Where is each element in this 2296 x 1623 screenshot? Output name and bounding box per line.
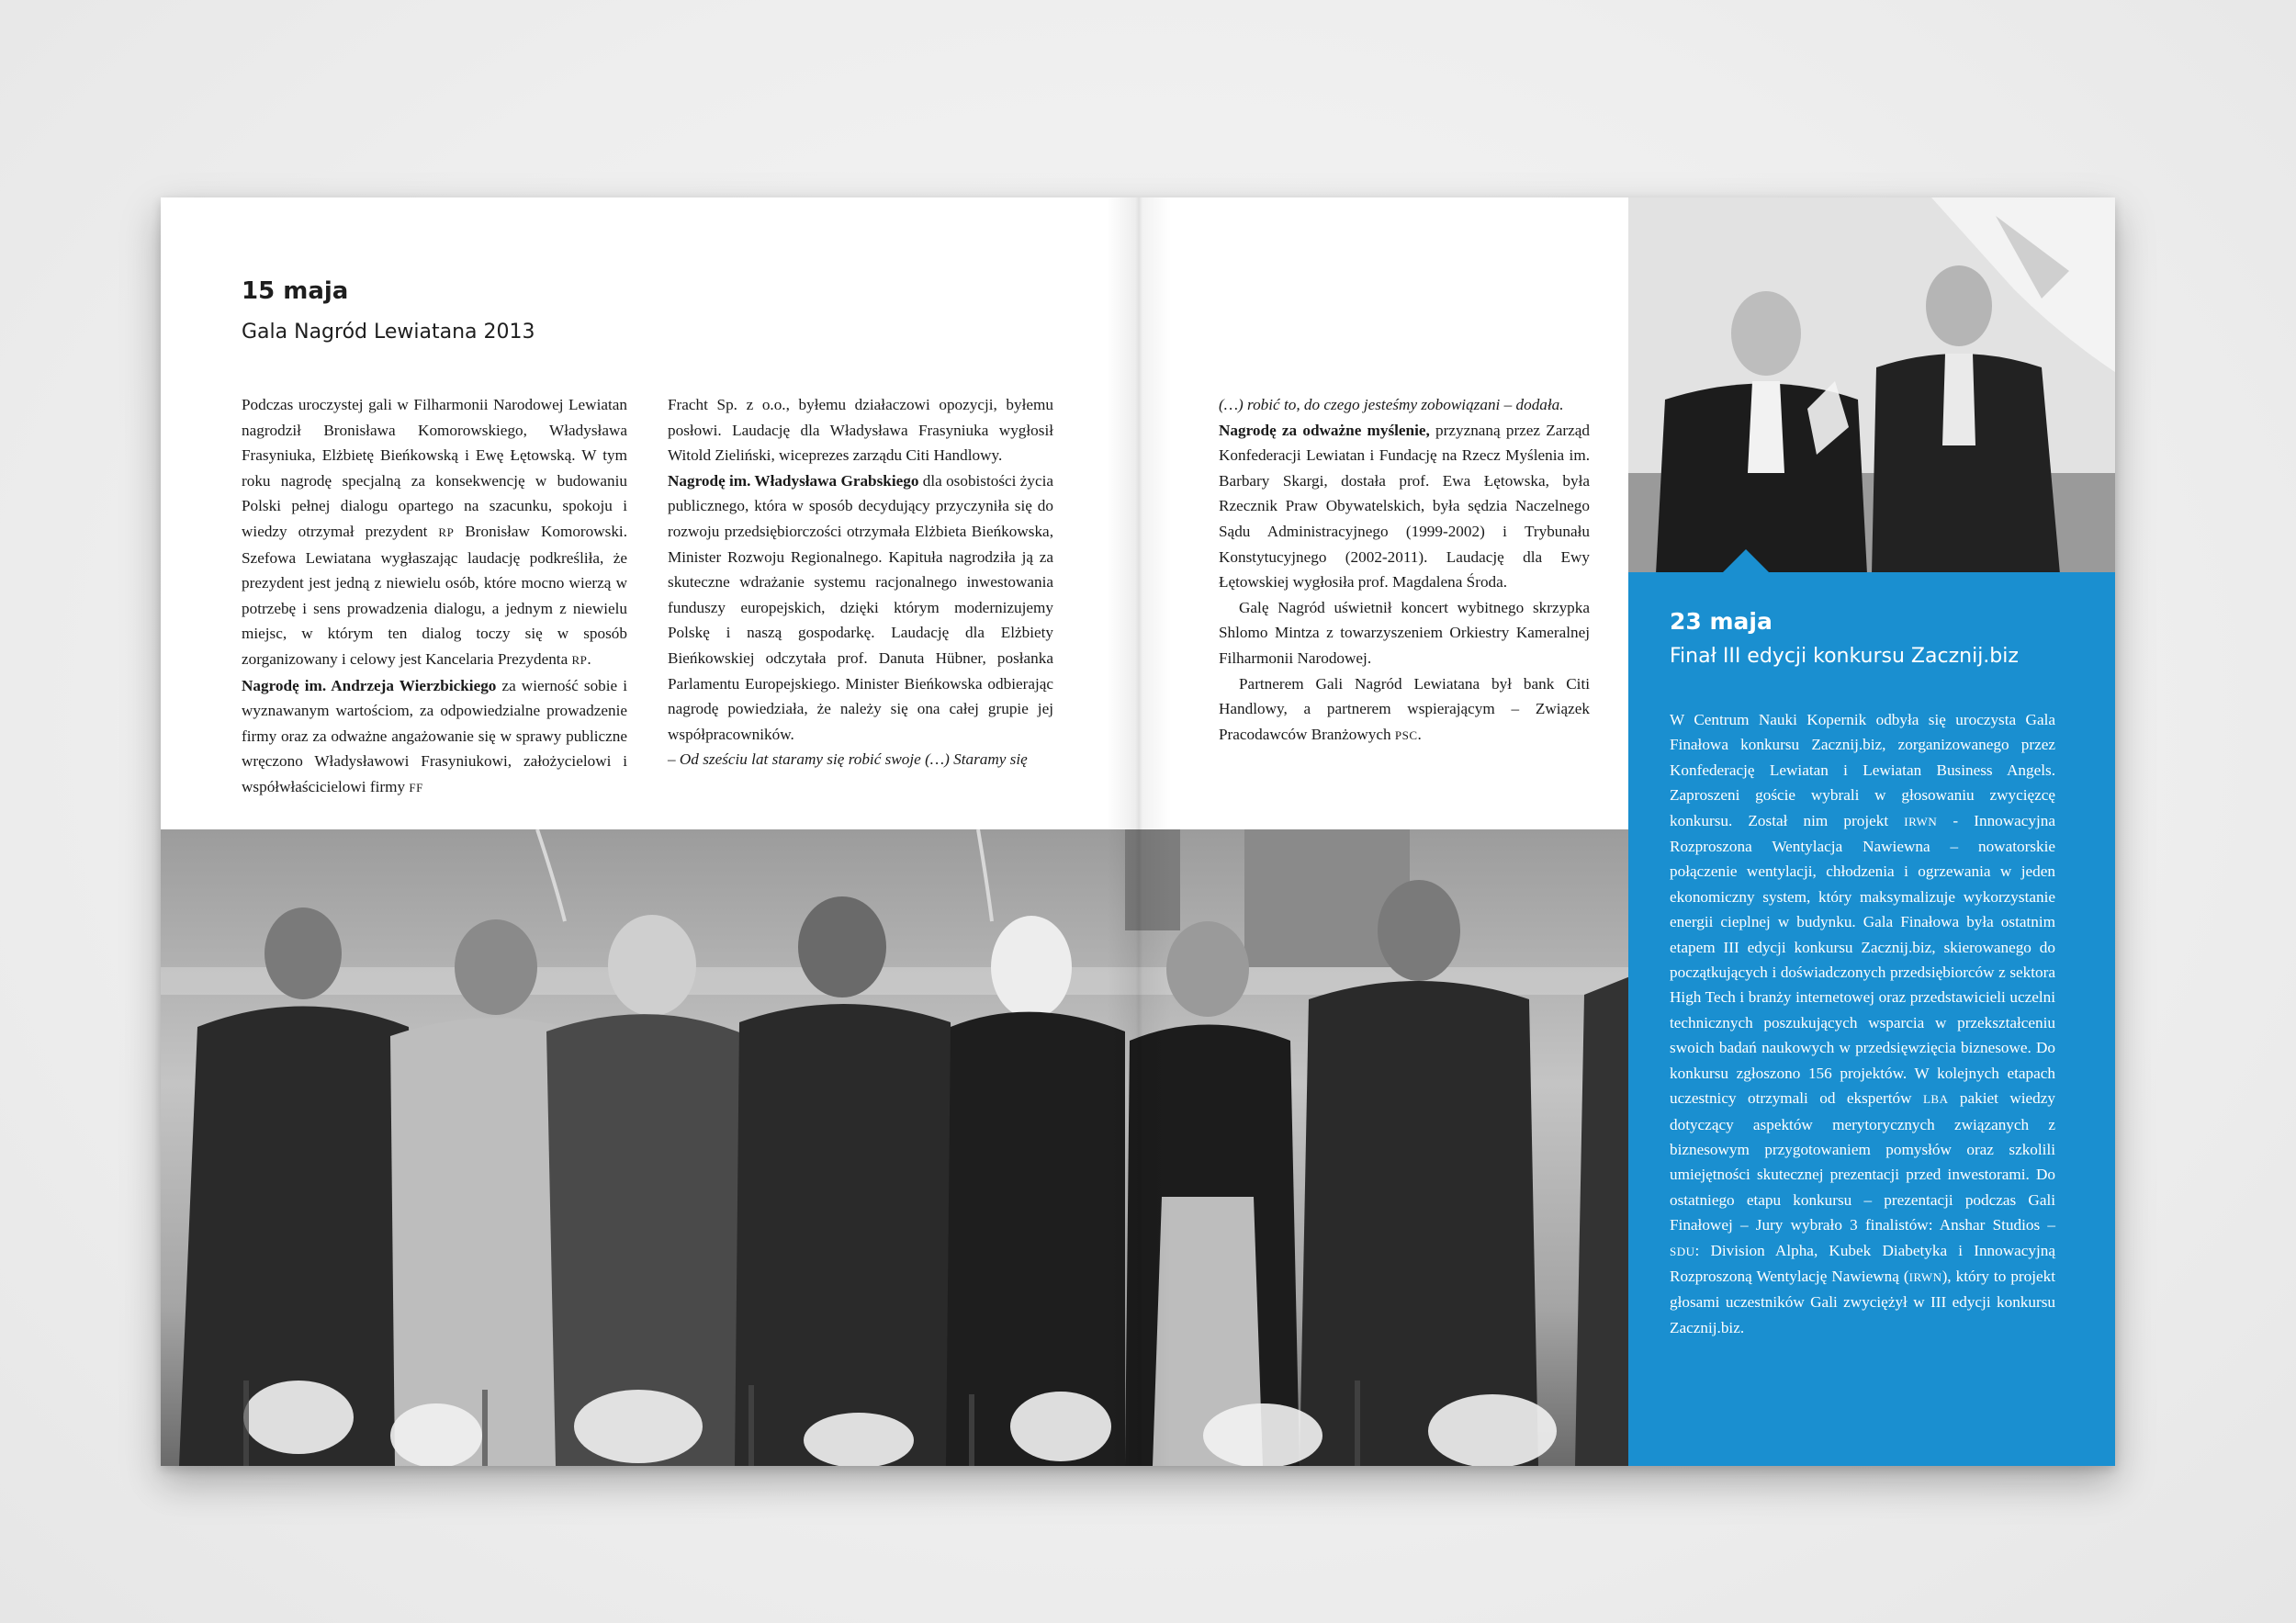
group-photo bbox=[161, 829, 1630, 1466]
paragraph: Nagrodę im. Andrzeja Wierzbickiego za wierność sobie i wyznawanym wartościom, za odpowiedzialne prowadzenie firmy oraz za odważne angażowanie się w sprawy publiczne wręczono Władysławowi Frasyniukowi, założycielowi i współwłaścicielowi firmy FF bbox=[242, 676, 628, 795]
blue-section-subtitle: Finał III edycji konkursu Zacznij.biz bbox=[1670, 645, 2019, 668]
section-subtitle: Gala Nagród Lewiatana 2013 bbox=[242, 321, 535, 344]
paragraph: Fracht Sp. z o.o., byłemu działaczowi opozycji, byłemu posłowi. Laudację dla Władysława Frasyniuka wygłosił Witold Zieliński, wiceprezes zarządu Citi Handlowy. bbox=[668, 396, 1053, 465]
text-column-1 bbox=[242, 392, 627, 801]
magazine-spread bbox=[161, 197, 2115, 1466]
paragraph: Partnerem Gali Nagród Lewiatana był bank Citi Handlowy, a partnerem wspierającym – Związek Pracodawców Branżowych PSC. bbox=[1219, 674, 1590, 743]
paragraph: Nagrodę im. Władysława Grabskiego dla osobistości życia publicznego, która w sposób decydujący przyczyniła się do rozwoju przedsiębiorczości otrzymała Elżbieta Bieńkowska, Minister Rozwoju Regionalnego. Kapituła nagrodziła ją za skuteczne wdrażanie systemu racjonalnego inwestowania funduszy europejskich, dzięki którym modernizujemy Polskę i naszą gospodarkę. Laudację dla Elżbiety Bieńkowskiej odczytała prof. Danuta Hübner, posłanka Parlamentu Europejskiego. Minister Bieńkowska odbierając nagrodę powiedziała, że należy się ona całej grupie jej współpracowników. bbox=[668, 471, 1054, 743]
paragraph: Nagrodę za odważne myślenie, przyznaną przez Zarząd Konfederacji Lewiatan i Fundację na Rzecz Myślenia im. Barbary Skargi, dostała prof. Ewa Łętowska, była Rzecznik Praw Obywatelskich, była sędzia Naczelnego Sądu Administracyjnego (1999-2002) i Trybunału Konstytucyjnego (2002-2011). Laudację dla Ewy Łętowskiej wygłosiła prof. Magdalena Środa. bbox=[1219, 421, 1590, 592]
paragraph: Galę Nagród uświetnił koncert wybitnego skrzypka Shlomo Mintza z towarzyszeniem Orkiestry Kameralnej Filharmonii Narodowej. bbox=[1219, 598, 1590, 667]
paragraph: Podczas uroczystej gali w Filharmonii Narodowej Lewiatan nagrodził Bronisława Komorowskiego, Władysława Frasyniuka, Elżbietę Bieńkowską i Ewę Łętowską. W tym roku nagrodę specjalną za konsekwencję w budowaniu Polski pełnej dialogu opartego na szacunku, spokoju i wiedzy otrzymał prezydent RP Bronisław Komorowski. Szefowa Lewiatana wygłaszając laudację podkreśliła, że prezydent jest jedną z niewielu osób, które mocno wierzą w potrzebę i sens prowadzenia dialogu, a jednym z niewielu miejsc, w którym ten dialog toczy się w sposób zorganizowany i celowy jest Kancelaria Prezydenta RP. bbox=[242, 396, 627, 668]
blue-panel-notch bbox=[1722, 549, 1770, 573]
paragraph: (…) robić to, do czego jesteśmy zobowiązani – dodała. bbox=[1219, 396, 1564, 413]
paragraph: – Od sześciu lat staramy się robić swoje (…) Staramy się bbox=[668, 750, 1028, 769]
group-photo-illustration bbox=[161, 829, 1630, 1466]
text-column-2 bbox=[668, 392, 1053, 772]
award-photo bbox=[1628, 197, 2115, 574]
blue-section-body: W Centrum Nauki Kopernik odbyła się uroczysta Gala Finałowa konkursu Zacznij.biz, zorganizowanego przez Konfederację Lewiatan i Lewiatan Business Angels. Zaproszeni goście wybrali w głosowaniu zwycięzcę konkursu. Został nim projekt IRWN - Innowacyjna Rozproszona Wentylacja Nawiewna – nowatorskie połączenie wentylacji, chłodzenia i ogrzewania w jeden ekonomiczny system, który maksymalizuje wykorzystanie energii cieplnej w budynku. Gala Finałowa była ostatnim etapem III edycji konkursu Zacznij.biz, skierowanego do początkujących i doświadczonych przedsiębiorców z sektora High Tech i branży internetowej oraz przedstawicieli uczelni technicznych poszukujących wsparcia w przekształceniu swoich badań naukowych w przedsięwzięcia biznesowe. Do konkursu zgłoszono 156 projektów. W kolejnych etapach uczestnicy otrzymali od ekspertów LBA pakiet wiedzy dotyczący aspektów merytorycznych związanych z biznesowym przygotowaniem pomysłów oraz szkolili umiejętności skutecznej prezentacji przed inwestorami. Do ostatniego etapu konkursu – prezentacji podczas Gali Finałowej – Jury wybrało 3 finalistów: Anshar Studios – SDU: Division Alpha, Kubek Diabetyka i Innowacyjną Rozproszoną Wentylację Nawiewną (IRWN), który to projekt głosami uczestników Gali zwyciężył w III edycji konkursu Zacznij.biz. bbox=[1670, 711, 2056, 1336]
section-date: 15 maja bbox=[242, 277, 349, 305]
blue-section-date: 23 maja bbox=[1670, 608, 1773, 635]
text-column-3 bbox=[1219, 392, 1590, 748]
award-photo-illustration bbox=[1628, 197, 2115, 574]
